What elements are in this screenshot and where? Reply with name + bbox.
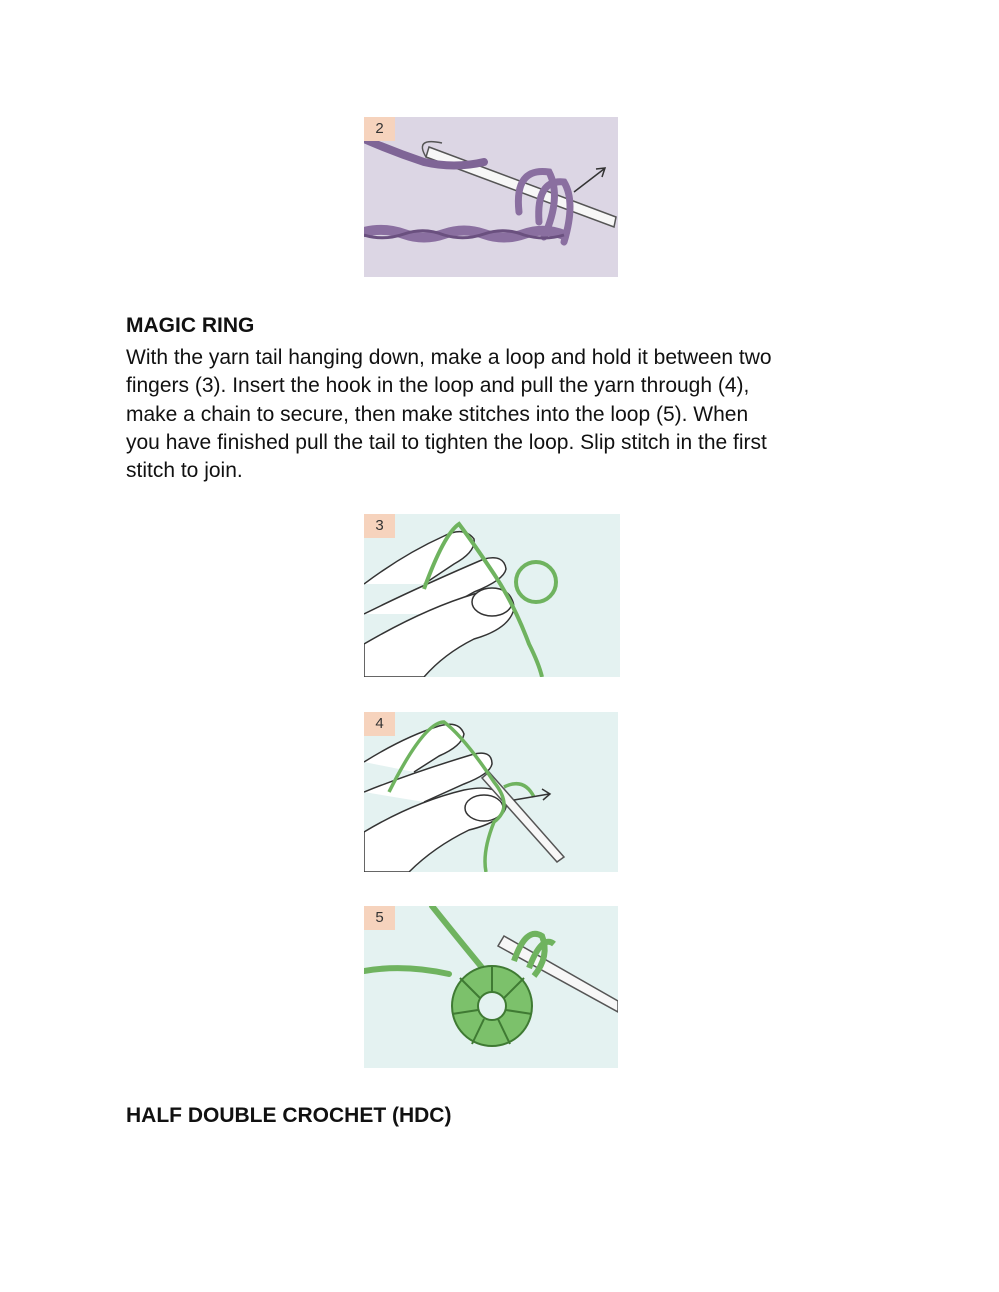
- figure-step-2: [364, 117, 618, 277]
- figure-step-4: [364, 712, 618, 872]
- text-line: make a chain to secure, then make stitches into the loop (5). When: [126, 402, 749, 426]
- figure-step-3: [364, 514, 620, 677]
- text-line: With the yarn tail hanging down, make a loop and hold it between two: [126, 346, 772, 369]
- section-heading-hdc: HALF DOUBLE CROCHET (HDC): [126, 1104, 452, 1127]
- magic-ring-instructions: [126, 344, 886, 485]
- hand-hook-loop-illustration: [364, 712, 618, 872]
- figure-step-5: [364, 906, 618, 1068]
- step-badge: 5: [364, 906, 395, 930]
- crochet-hook-chain-illustration: [364, 117, 618, 277]
- magic-ring-stitches-illustration: [364, 906, 618, 1068]
- hand-loop-illustration: [364, 514, 620, 677]
- step-badge: 3: [364, 514, 395, 538]
- step-badge: 4: [364, 712, 395, 736]
- section-heading-magic-ring: MAGIC RING: [126, 314, 255, 337]
- step-badge: 2: [364, 117, 395, 141]
- text-line: stitch to join.: [126, 459, 243, 483]
- text-line: fingers (3). Insert the hook in the loop and pull the yarn through (4),: [126, 374, 750, 398]
- text-line: you have finished pull the tail to tighten the loop. Slip stitch in the first: [126, 430, 767, 454]
